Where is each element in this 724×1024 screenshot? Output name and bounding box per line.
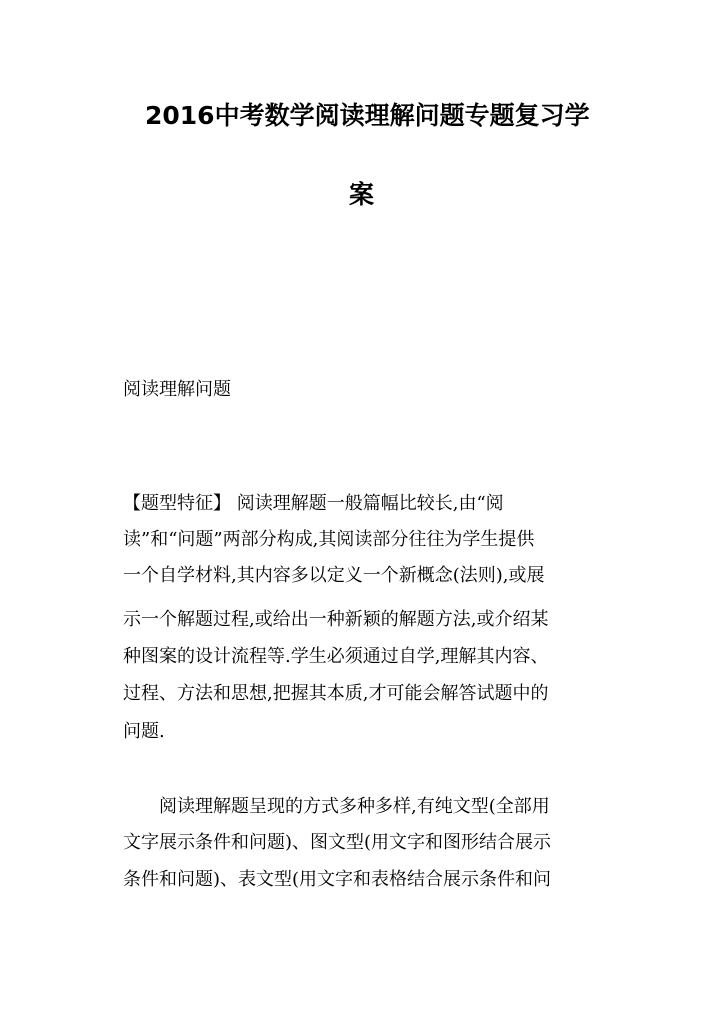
paragraph-1-line: 读”和“问题”两部分构成,其阅读部分往往为学生提供 [123,529,535,550]
section-heading: 阅读理解问题 [123,379,231,400]
document-title-line-2: 案 [349,180,375,209]
paragraph-1-line: 问题. [123,721,165,742]
paragraph-1-line: 【题型特征】 阅读理解题一般篇幅比较长,由“阅 [123,493,504,514]
document-title-line-1: 2016中考数学阅读理解问题专题复习学 [145,101,590,130]
paragraph-1-line: 一个自学材料,其内容多以定义一个新概念(法则),或展 [123,565,545,586]
paragraph-1-line: 种图案的设计流程等.学生必须通过自学,理解其内容、 [123,646,549,667]
paragraph-2-line: 阅读理解题呈现的方式多种多样,有纯文型(全部用 [159,796,550,817]
paragraph-2-line: 条件和问题)、表文型(用文字和表格结合展示条件和问 [123,869,552,890]
paragraph-2-line: 文字展示条件和问题)、图文型(用文字和图形结合展示 [123,832,552,853]
paragraph-1-line: 过程、方法和思想,把握其本质,才可能会解答试题中的 [123,683,549,704]
paragraph-1-line: 示一个解题过程,或给出一种新颖的解题方法,或介绍某 [123,609,549,630]
